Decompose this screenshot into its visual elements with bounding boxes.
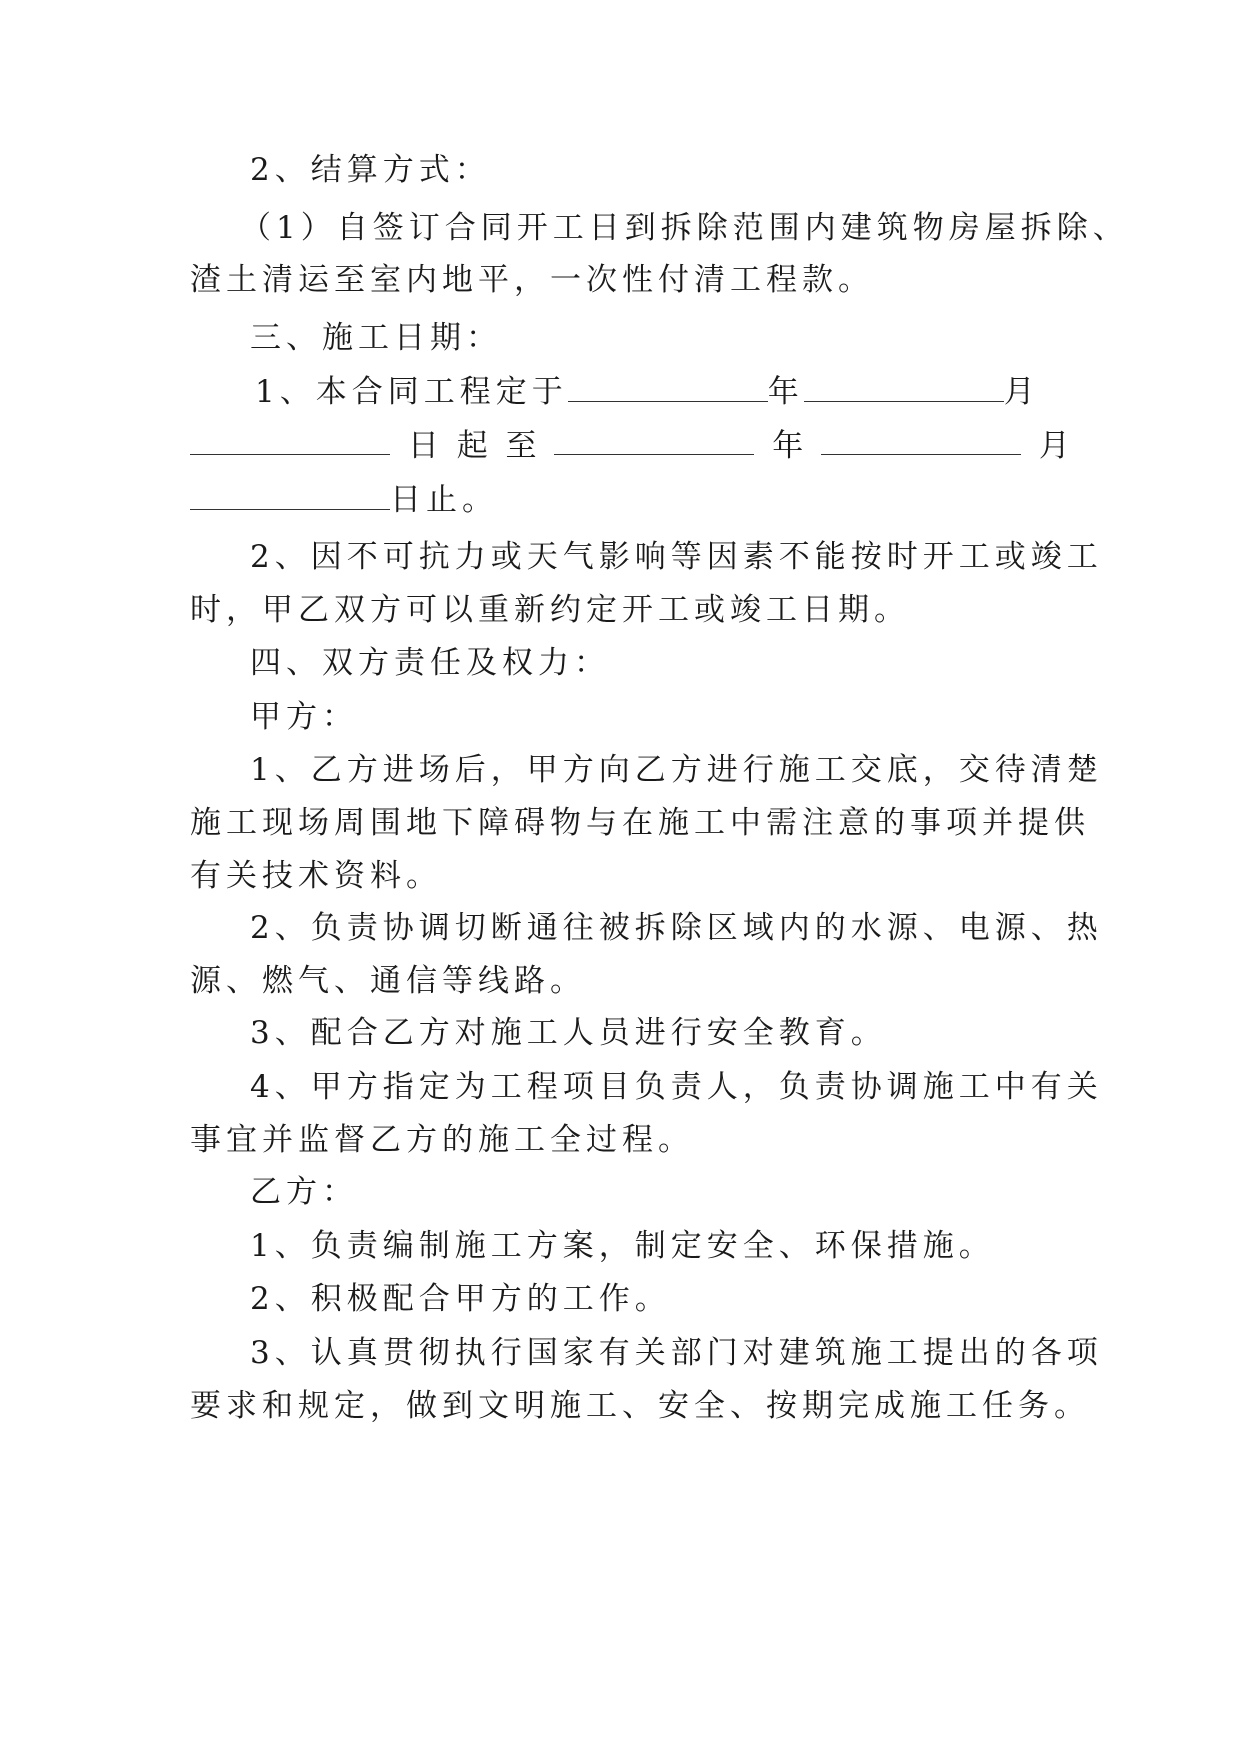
schedule-line3: [190, 480, 1070, 520]
party-b-heading: 乙方：: [250, 1174, 358, 1210]
qi-label: 起: [456, 428, 488, 464]
schedule-prefix: 1、本合同工程定于: [255, 374, 568, 410]
schedule-line1: [255, 372, 1070, 412]
party-a-item2-line1: 2、负责协调切断通往被拆除区域内的水源、电源、热: [250, 910, 1103, 946]
party-a-item4-line1: 4、甲方指定为工程项目负责人，负责协调施工中有关: [250, 1069, 1103, 1105]
section-settlement-heading: 2、结算方式：: [250, 152, 491, 188]
party-a-item1-line2: 施工现场周围地下障碍物与在施工中需注意的事项并提供: [190, 805, 1090, 841]
section-schedule-heading: 三、施工日期：: [250, 320, 502, 356]
start-month-blank: [804, 373, 1004, 402]
day-label: 日: [407, 428, 439, 464]
party-b-item3-line1: 3、认真贯彻执行国家有关部门对建筑施工提出的各项: [250, 1335, 1103, 1371]
force-majeure-line2: 时，甲乙双方可以重新约定开工或竣工日期。: [190, 592, 910, 628]
force-majeure-line1: 2、因不可抗力或天气影响等因素不能按时开工或竣工: [250, 539, 1103, 575]
settlement-clause-line1: （1）自签订合同开工日到拆除范围内建筑物房屋拆除、: [240, 210, 1129, 246]
party-a-item3: 3、配合乙方对施工人员进行安全教育。: [250, 1015, 887, 1051]
month-label: 月: [1003, 374, 1040, 410]
settlement-clause-line2: 渣土清运至室内地平，一次性付清工程款。: [190, 262, 874, 298]
end-label: 日止。: [390, 482, 498, 518]
end-year-blank: [554, 426, 754, 455]
party-a-heading: 甲方：: [250, 699, 358, 735]
year-label: 年: [767, 374, 804, 410]
end-month-blank: [821, 426, 1021, 455]
party-a-item1-line3: 有关技术资料。: [190, 858, 442, 894]
party-a-item4-line2: 事宜并监督乙方的施工全过程。: [190, 1122, 694, 1158]
party-a-item2-line2: 源、燃气、通信等线路。: [190, 963, 586, 999]
party-b-item2: 2、积极配合甲方的工作。: [250, 1281, 671, 1317]
month-label-2: 月: [1038, 428, 1070, 464]
zhi-label: 至: [505, 428, 537, 464]
end-day-blank: [190, 481, 390, 510]
start-year-blank: [568, 373, 768, 402]
start-day-blank: [190, 426, 390, 455]
party-a-item1-line1: 1、乙方进场后，甲方向乙方进行施工交底，交待清楚: [250, 752, 1103, 788]
party-b-item3-line2: 要求和规定，做到文明施工、安全、按期完成施工任务。: [190, 1388, 1090, 1424]
year-label-2: 年: [772, 428, 804, 464]
section-responsibilities-heading: 四、双方责任及权力：: [250, 645, 610, 681]
party-b-item1: 1、负责编制施工方案，制定安全、环保措施。: [250, 1228, 995, 1264]
schedule-line2: [190, 426, 1070, 466]
